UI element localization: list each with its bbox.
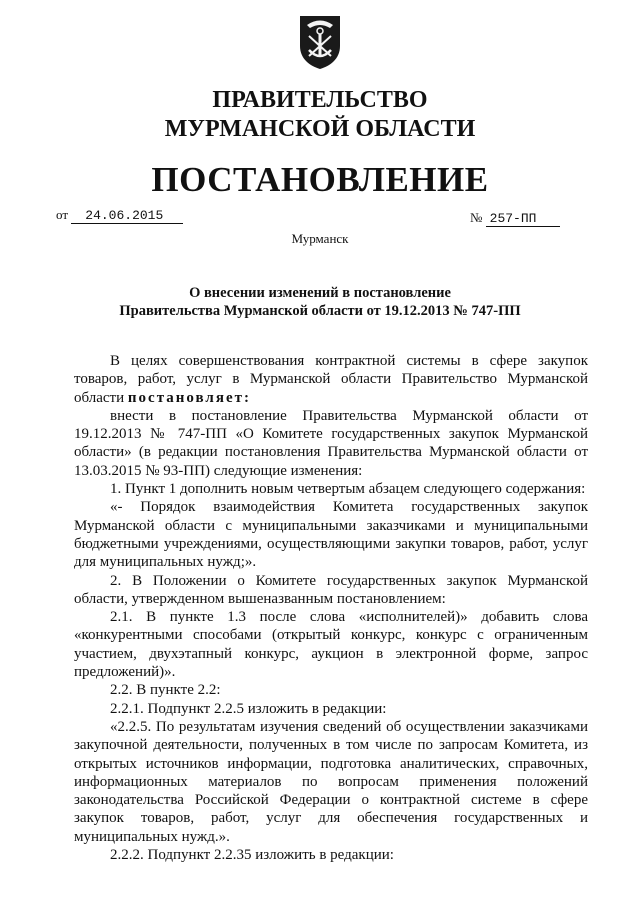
body-paragraph: 2.2.2. Подпункт 2.2.35 изложить в редакции: <box>110 847 394 864</box>
subject-line-1: О внесении изменений в постановление <box>189 285 451 301</box>
body-paragraph: 2.1. В пункте 1.3 после слова «исполнителей)» добавить слова «конкурентными способами (открытый конкурс, конкурс с ограниченным участием, двухэтапный конкурс, аукцион в электронной форме, запрос предложений)». <box>74 609 588 681</box>
document-date <box>56 207 183 224</box>
number-value: 257-ПП <box>486 211 560 227</box>
document-type-title: ПОСТАНОВЛЕНИЕ <box>151 160 489 199</box>
document-subject <box>0 284 640 320</box>
decree-word: постановляет: <box>127 389 251 406</box>
authority-line-2: МУРМАНСКОЙ ОБЛАСТИ <box>164 116 476 142</box>
subject-line-2: Правительства Мурманской области от 19.12.2013 № 747-ПП <box>119 303 521 319</box>
body-paragraph: внести в постановление Правительства Мурманской области от 19.12.2013 № 747-ПП «О Комитете государственных закупок Мурманской области» (в редакции постановления Правительства Мурманской области от 13.03.2015 № 93-ПП) следующие изменения: <box>74 407 588 479</box>
document-city: Мурманск <box>291 231 349 246</box>
intro-text: В целях совершенствования контрактной системы в сфере закупок товаров, работ, услуг в Мурманской области Правительство Мурманской области <box>74 353 588 406</box>
body-paragraph: 2.2. В пункте 2.2: <box>110 682 221 699</box>
coat-of-arms-icon <box>297 12 343 70</box>
issuing-authority <box>0 86 640 144</box>
authority-line-1: ПРАВИТЕЛЬСТВО <box>212 87 428 113</box>
body-paragraph: 2. В Положении о Комитете государственных закупок Мурманской области, утвержденном вышеназванным постановлением: <box>74 572 588 607</box>
body-paragraph: 1. Пункт 1 дополнить новым четвертым абзацем следующего содержания: <box>110 481 586 498</box>
number-prefix: № <box>470 210 483 225</box>
date-prefix: от <box>56 207 69 222</box>
body-paragraph: «- Порядок взаимодействия Комитета государственных закупок Мурманской области с муниципальными заказчиками и муниципальными бюджетными учреждениями, осуществляющими закупки товаров, работ, услуг для муниципальных нужд;». <box>74 499 588 571</box>
body-paragraph: «2.2.5. По результатам изучения сведений об осуществлении заказчиками закупочной деятельности, полученных в том числе по запросам Комитета, из открытых источников информации, подготовка аналитических, справочных, информационных материалов по вопросам применения положений законодательства Российской Федерации о контрактной системе в сфере закупок товаров, работ, услуг для обеспечения государственных и муниципальных нужд.». <box>74 718 588 845</box>
body-paragraph <box>74 352 588 407</box>
body-paragraph: 2.2.1. Подпункт 2.2.5 изложить в редакции: <box>110 700 387 717</box>
document-body <box>74 352 588 864</box>
document-number <box>470 210 560 227</box>
date-value: 24.06.2015 <box>71 208 183 224</box>
